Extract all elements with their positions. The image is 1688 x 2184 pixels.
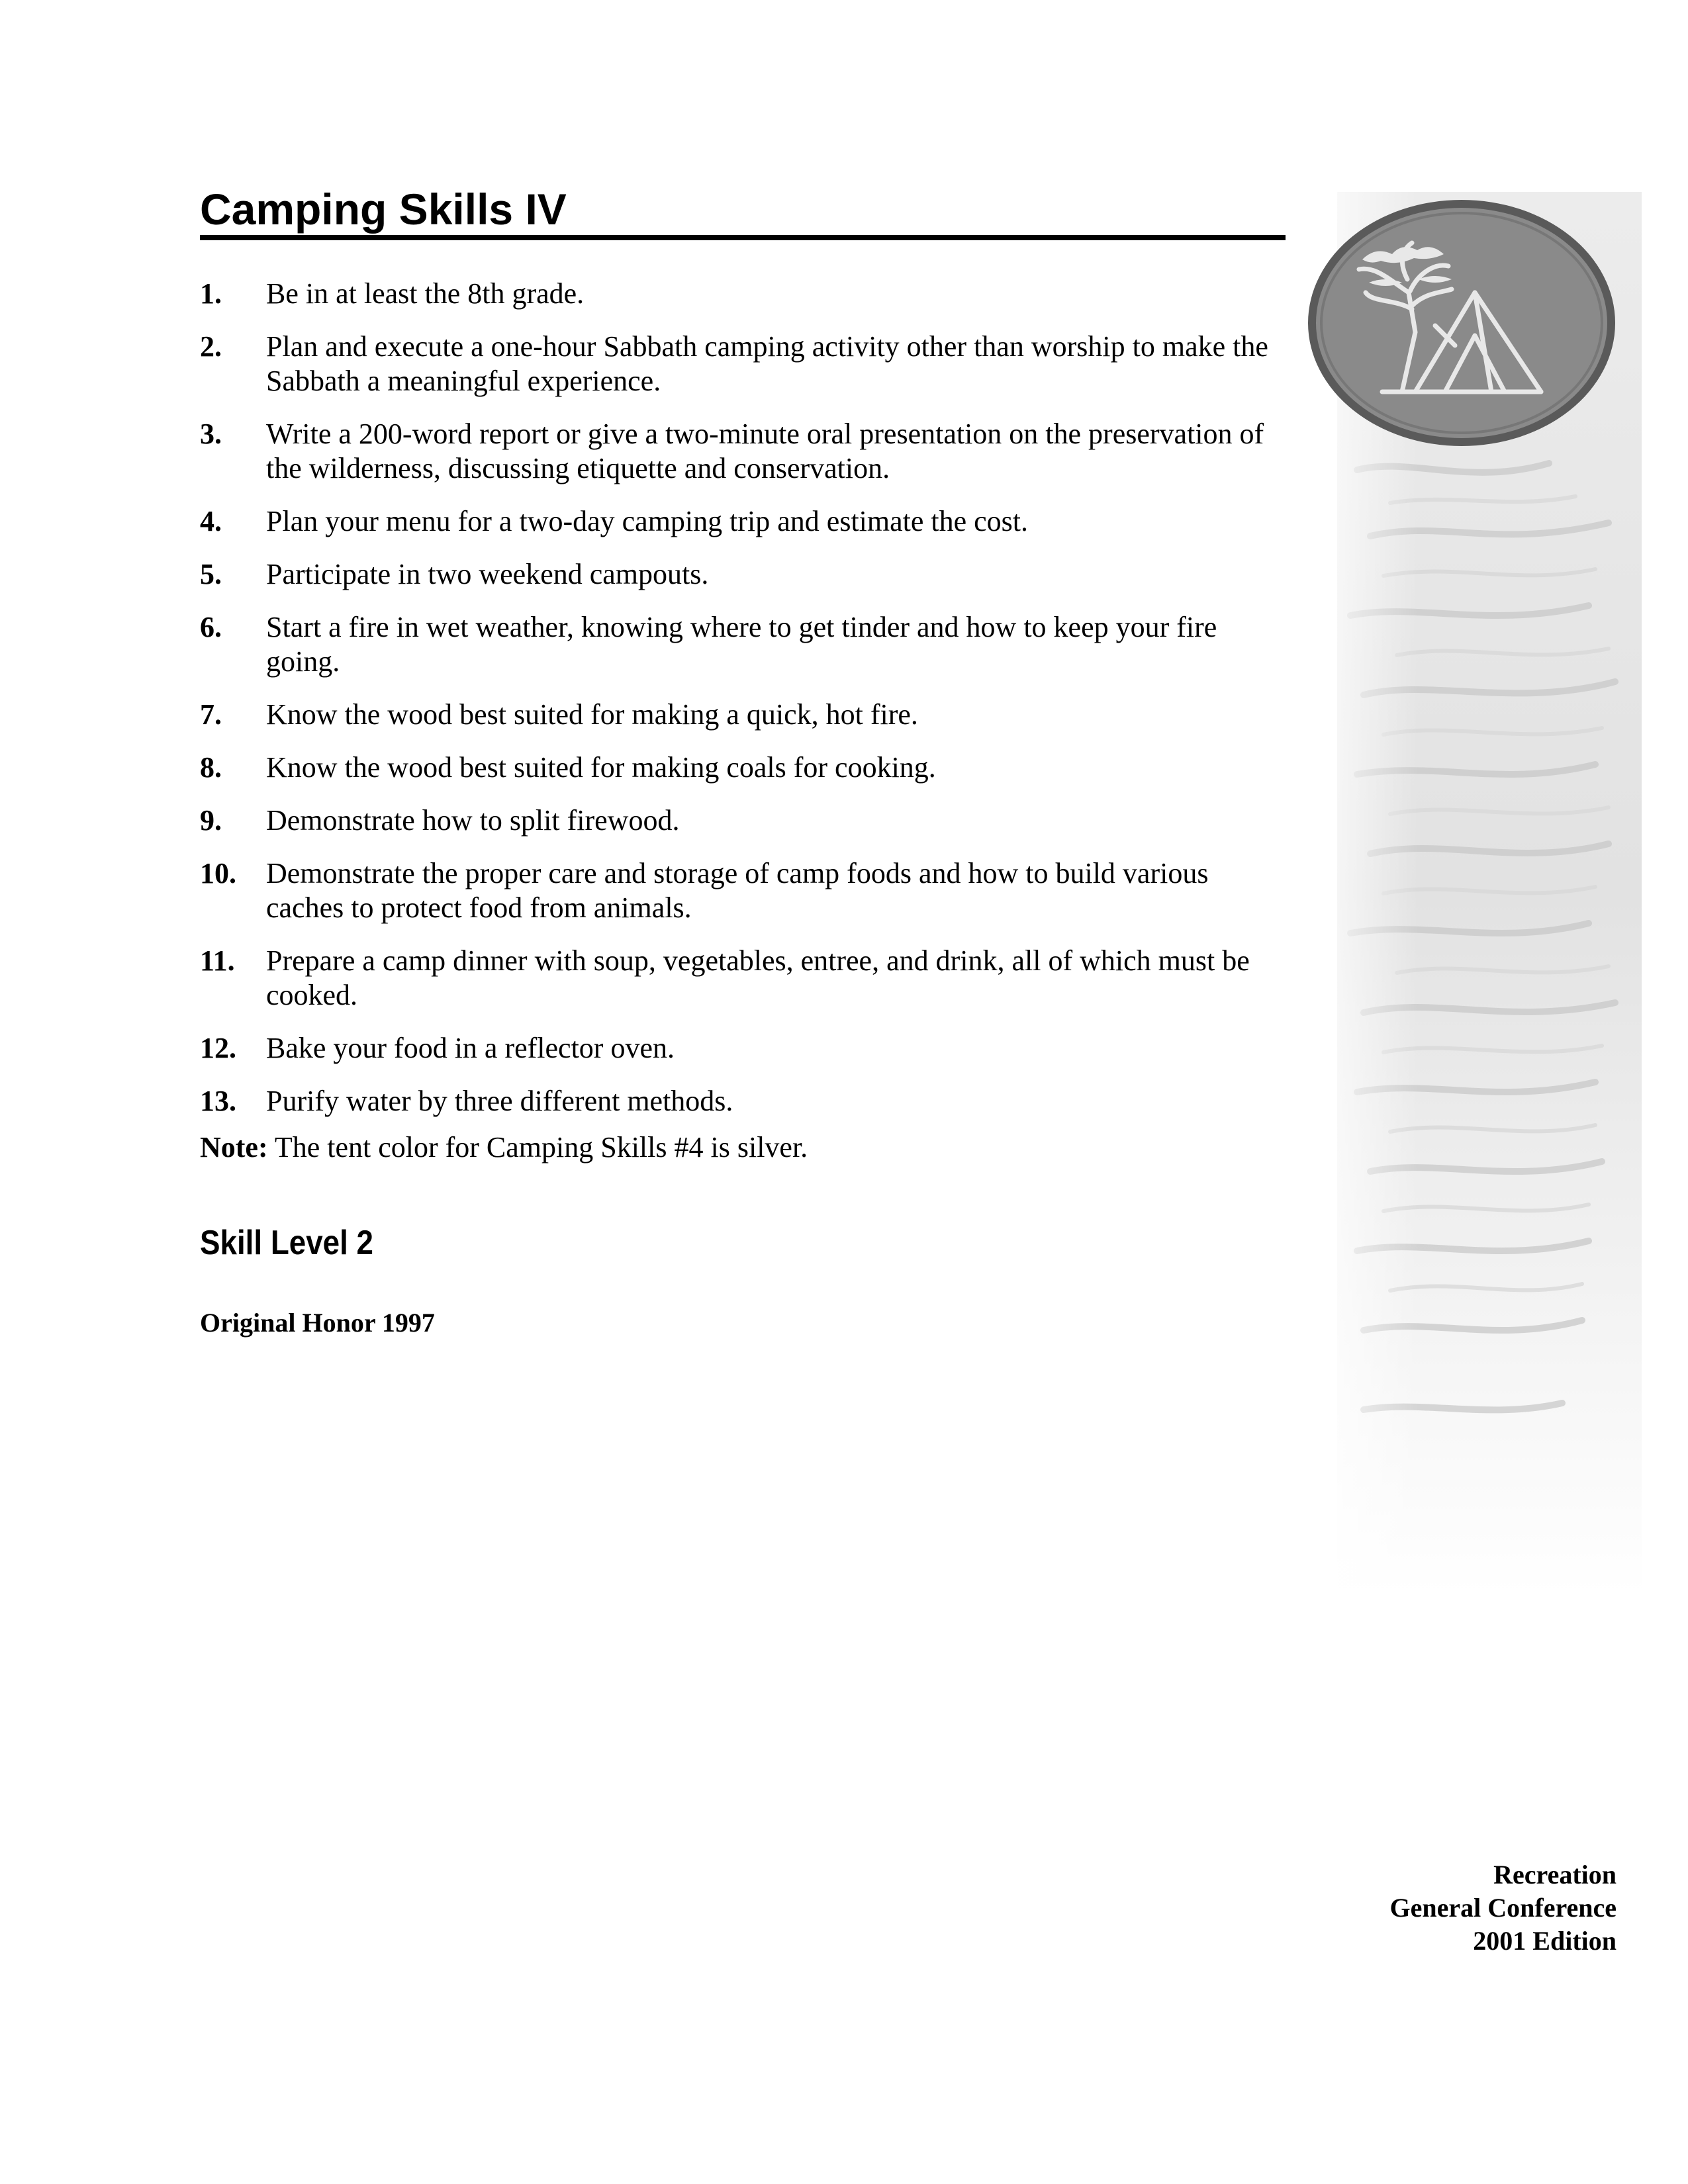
requirement-item (200, 277, 1292, 311)
requirement-number: 7. (200, 698, 222, 731)
requirement-item (200, 698, 1292, 732)
requirement-item (200, 856, 1292, 925)
requirement-text: Write a 200-word report or give a two-minute oral presentation on the preservation of the wilderness, discussing etiquette and conservation. (266, 418, 1264, 484)
requirement-item (200, 610, 1292, 679)
requirement-item (200, 944, 1292, 1013)
requirement-item (200, 1031, 1292, 1066)
requirement-number: 4. (200, 505, 222, 537)
requirement-text: Plan and execute a one-hour Sabbath camping activity other than worship to make the Sabbath a meaningful experience. (266, 330, 1268, 397)
requirement-text: Plan your menu for a two-day camping trip and estimate the cost. (266, 505, 1029, 537)
requirement-number: 13. (200, 1085, 236, 1117)
requirement-number: 10. (200, 857, 236, 889)
requirement-text: Be in at least the 8th grade. (266, 277, 585, 310)
requirement-text: Know the wood best suited for making a quick, hot fire. (266, 698, 918, 731)
original-honor: Original Honor 1997 (200, 1308, 435, 1338)
requirement-item (200, 557, 1292, 592)
requirement-number: 6. (200, 611, 222, 643)
requirement-item (200, 504, 1292, 539)
requirement-item (200, 417, 1292, 486)
requirement-text: Purify water by three different methods. (266, 1085, 733, 1117)
skill-level: Skill Level 2 (200, 1224, 374, 1262)
requirement-text: Bake your food in a reflector oven. (266, 1032, 675, 1064)
requirement-text: Demonstrate the proper care and storage of camp foods and how to build various caches to protect food from animals. (266, 857, 1209, 924)
note-label: Note: (200, 1131, 268, 1163)
requirement-number: 1. (200, 277, 222, 310)
requirement-item (200, 751, 1292, 785)
requirement-number: 3. (200, 418, 222, 450)
requirement-text: Participate in two weekend campouts. (266, 558, 709, 590)
footer-line-1: Recreation (1493, 1860, 1617, 1889)
footer-line-2: General Conference (1389, 1893, 1617, 1923)
requirement-item (200, 1084, 1292, 1118)
requirement-number: 2. (200, 330, 222, 363)
requirement-text: Start a fire in wet weather, knowing where to get tinder and how to keep your fire going. (266, 611, 1217, 678)
footer-credit (1390, 1858, 1617, 1958)
requirement-text: Know the wood best suited for making coals for cooking. (266, 751, 936, 784)
requirement-number: 11. (200, 944, 235, 977)
requirement-item (200, 330, 1292, 398)
requirement-number: 9. (200, 804, 222, 837)
requirement-text: Demonstrate how to split firewood. (266, 804, 680, 837)
requirement-number: 5. (200, 558, 222, 590)
requirement-item (200, 803, 1292, 838)
requirements-list (200, 277, 1292, 1137)
note (200, 1130, 1292, 1165)
footer-line-3: 2001 Edition (1473, 1926, 1617, 1956)
requirement-text: Prepare a camp dinner with soup, vegetables, entree, and drink, all of which must be cooked. (266, 944, 1250, 1011)
page-title: Camping Skills IV (200, 185, 1286, 240)
requirement-number: 8. (200, 751, 222, 784)
tree-and-tent-icon (1303, 193, 1620, 453)
note-text: The tent color for Camping Skills #4 is silver. (267, 1131, 808, 1163)
requirement-number: 12. (200, 1032, 236, 1064)
